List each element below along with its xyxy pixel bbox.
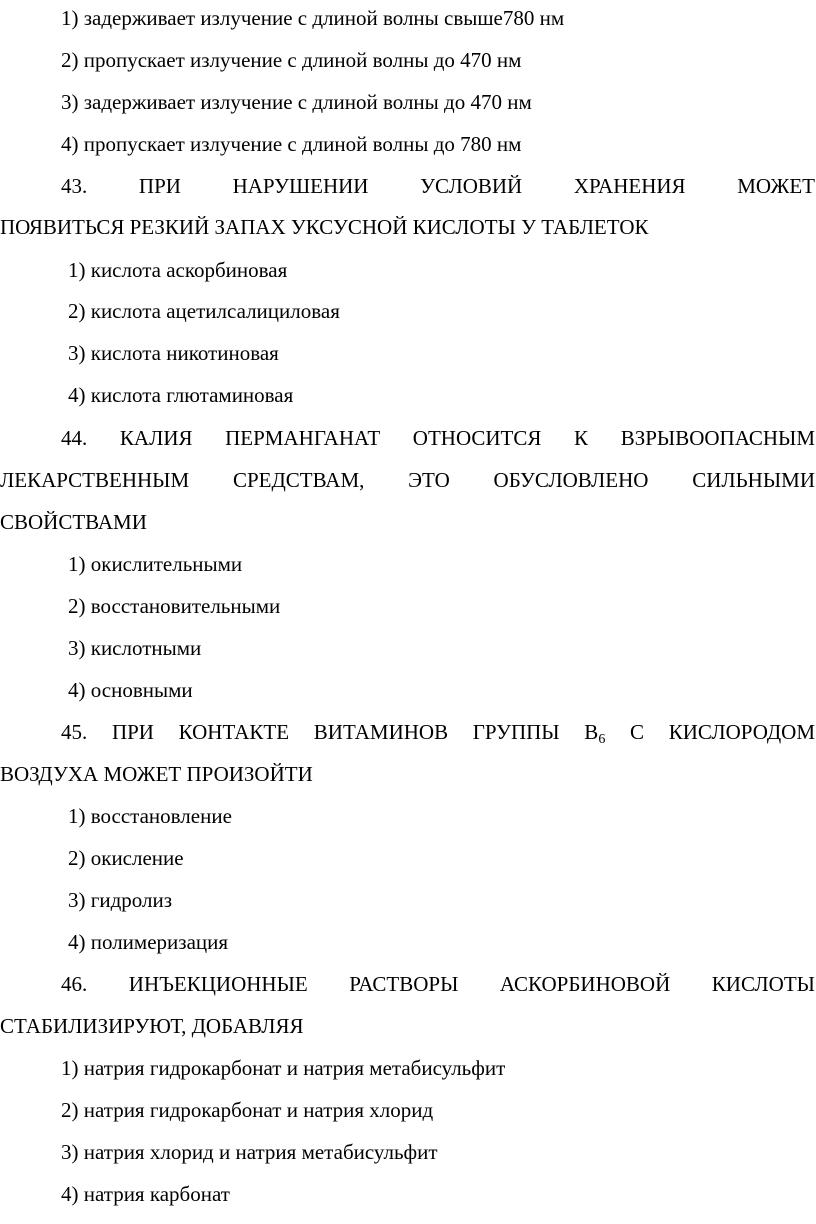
question-43-text-line-2: ПОЯВИТЬСЯ РЕЗКИЙ ЗАПАХ УКСУСНОЙ КИСЛОТЫ У ТАБЛЕТОК [0, 215, 649, 239]
prev-question-option-2: 2) пропускает излучение с длиной волны до 470 нм [61, 48, 522, 72]
question-44-text-line-2: ЛЕКАРСТВЕННЫМ СРЕДСТВАМ, ЭТО ОБУСЛОВЛЕНО СИЛЬНЫМИ [0, 468, 815, 492]
question-45-option-1: 1) восстановление [68, 804, 232, 828]
question-46-option-2: 2) натрия гидрокарбонат и натрия хлорид [61, 1098, 434, 1122]
question-45-option-2: 2) окисление [68, 846, 184, 870]
question-46-text-line-2: СТАБИЛИЗИРУЮТ, ДОБАВЛЯЯ [0, 1014, 304, 1038]
question-45-text-part-1: 45. ПРИ КОНТАКТЕ ВИТАМИНОВ ГРУППЫ В [61, 720, 599, 744]
question-43-option-4: 4) кислота глютаминовая [68, 383, 294, 407]
question-46-text-line-1: 46. ИНЪЕКЦИОННЫЕ РАСТВОРЫ АСКОРБИНОВОЙ КИСЛОТЫ [61, 972, 815, 996]
question-44-option-3: 3) кислотными [68, 636, 202, 660]
question-44-text-line-1: 44. КАЛИЯ ПЕРМАНГАНАТ ОТНОСИТСЯ К ВЗРЫВООПАСНЫМ [61, 426, 815, 450]
prev-question-option-1: 1) задерживает излучение с длиной волны свыше780 нм [61, 6, 565, 30]
question-45-option-3: 3) гидролиз [68, 888, 173, 912]
question-44-option-1: 1) окислительными [68, 552, 243, 576]
question-45-subscript: 6 [598, 732, 606, 747]
question-46-option-3: 3) натрия хлорид и натрия метабисульфит [61, 1140, 438, 1164]
question-46-option-1: 1) натрия гидрокарбонат и натрия метабисульфит [61, 1056, 506, 1080]
question-43-option-3: 3) кислота никотиновая [68, 341, 279, 365]
question-43-option-2: 2) кислота ацетилсалициловая [68, 299, 340, 323]
question-44-option-4: 4) основными [68, 678, 193, 702]
question-45-text-line-2: ВОЗДУХА МОЖЕТ ПРОИЗОЙТИ [0, 762, 313, 786]
question-43-option-1: 1) кислота аскорбиновая [68, 258, 288, 282]
question-45-text-part-2: С КИСЛОРОДОМ [605, 720, 816, 744]
question-46-option-4: 4) натрия карбонат [61, 1182, 230, 1206]
prev-question-option-3: 3) задерживает излучение с длиной волны до 470 нм [61, 90, 532, 114]
question-45-text-line-1 [61, 718, 815, 746]
question-44-option-2: 2) восстановительными [68, 594, 281, 618]
question-45-option-4: 4) полимеризация [68, 930, 229, 954]
prev-question-option-4: 4) пропускает излучение с длиной волны до 780 нм [61, 132, 522, 156]
question-43-text-line-1: 43. ПРИ НАРУШЕНИИ УСЛОВИЙ ХРАНЕНИЯ МОЖЕТ [61, 174, 815, 198]
question-44-text-line-3: СВОЙСТВАМИ [0, 510, 147, 534]
